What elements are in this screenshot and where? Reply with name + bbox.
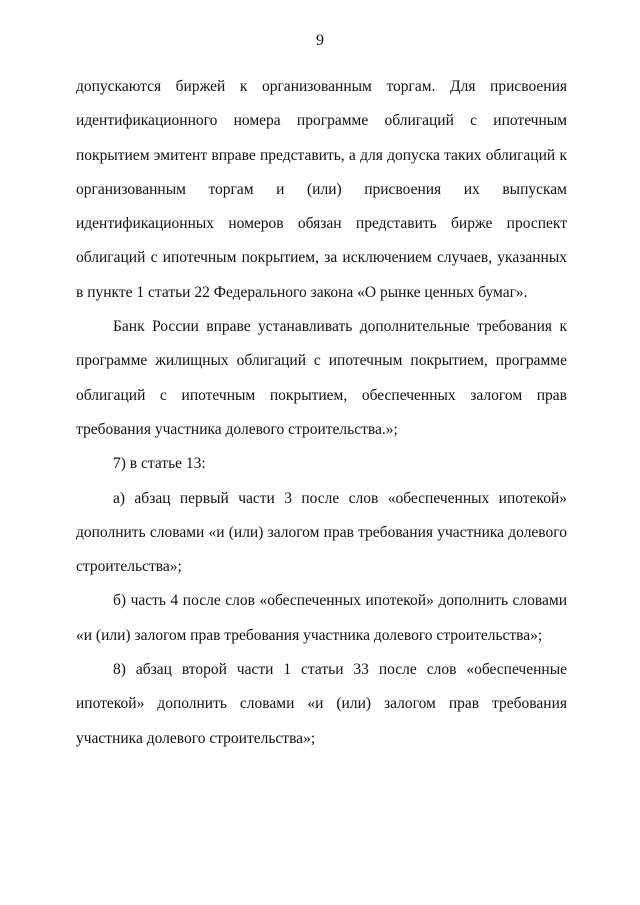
- document-body: [76, 70, 567, 756]
- page-number: 9: [316, 32, 324, 49]
- paragraph-item-7a: а) абзац первый части 3 после слов «обеспеченных ипотекой» дополнить словами «и (или) залогом прав требования участника долевого строительства»;: [76, 489, 567, 576]
- paragraph-bank-of-russia: Банк России вправе устанавливать дополнительные требования к программе жилищных облигаций с ипотечным покрытием, программе облигаций с ипотечным покрытием, обеспеченных залогом прав требования участника долевого строительства.»;: [76, 318, 567, 438]
- paragraph-item-7: 7) в статье 13:: [113, 455, 206, 473]
- paragraph-item-8: 8) абзац второй части 1 статьи 33 после слов «обеспеченные ипотекой» дополнить словами «и (или) залогом прав требования участника долевого строительства»;: [76, 661, 567, 747]
- paragraph-continuation: допускаются биржей к организованным торгам. Для присвоения идентификационного номера программе облигаций с ипотечным покрытием эмитент вправе представить, а для допуска таких облигаций к организованным торгам и (или) присвоения их выпускам идентификационных номеров обязан представить бирже проспект облигаций с ипотечным покрытием, за исключением случаев, указанных в пункте 1 статьи 22 Федерального закона «О рынке ценных бумаг».: [76, 78, 567, 301]
- paragraph-item-7b: б) часть 4 после слов «обеспеченных ипотекой» дополнить словами «и (или) залогом прав требования участника долевого строительства»;: [76, 592, 567, 644]
